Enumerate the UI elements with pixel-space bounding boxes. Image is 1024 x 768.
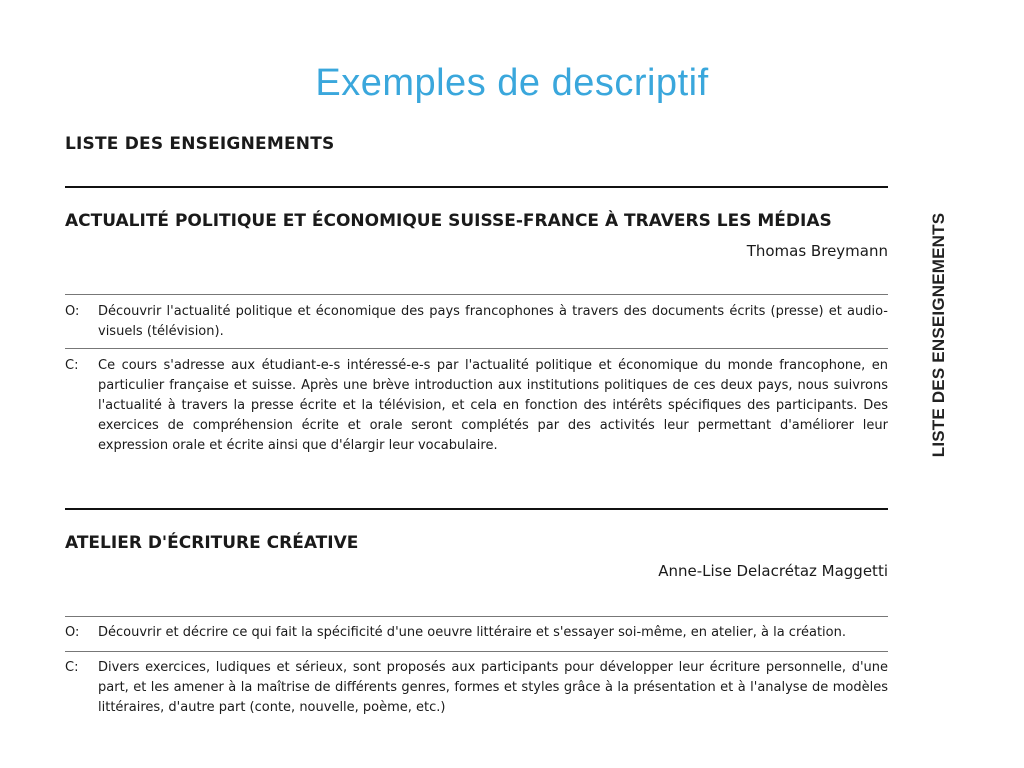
side-label — [925, 180, 953, 490]
objective-text: Découvrir et décrire ce qui fait la spécificité d'une oeuvre littéraire et s'essayer soi-même, en atelier, à la création. — [98, 625, 846, 640]
course-content — [65, 658, 888, 718]
course-teacher: Anne-Lise Delacrétaz Maggetti — [658, 562, 888, 580]
objective-text: Découvrir l'actualité politique et économique des pays francophones à travers des documents écrits (presse) et audio-visuels (télévision). — [98, 304, 888, 339]
course-divider — [65, 651, 888, 652]
course-entry — [65, 208, 888, 456]
side-label-text: LISTE DES ENSEIGNEMENTS — [929, 212, 948, 458]
course-content — [65, 356, 888, 456]
course-objective — [65, 302, 888, 342]
document-page — [65, 134, 888, 718]
course-entry — [65, 530, 888, 718]
content-key: C: — [65, 358, 79, 373]
objective-key: O: — [65, 304, 80, 319]
section-divider — [65, 508, 888, 510]
content-key: C: — [65, 660, 79, 675]
document-heading: LISTE DES ENSEIGNEMENTS — [65, 134, 335, 154]
course-objective — [65, 623, 888, 643]
course-title: ACTUALITÉ POLITIQUE ET ÉCONOMIQUE SUISSE-FRANCE À TRAVERS LES MÉDIAS — [65, 211, 832, 231]
content-text: Divers exercices, ludiques et sérieux, sont proposés aux participants pour développer leur écriture personnelle, d'une part, et les amener à la maîtrise de différents genres, formes et styles grâce à la présentation et à l'analyse de modèles littéraires, d'autre part (conte, nouvelle, poème, etc.) — [98, 660, 888, 715]
section-divider — [65, 186, 888, 188]
course-divider — [65, 294, 888, 295]
course-teacher: Thomas Breymann — [746, 242, 888, 260]
content-text: Ce cours s'adresse aux étudiant-e-s intéressé-e-s par l'actualité politique et économique du monde francophone, en particulier française et suisse. Après une brève introduction aux institutions politiques de ces deux pays, nous suivrons l'actualité à travers la presse écrite et la télévision, et cela en fonction des intérêts spécifiques des participants. Des exercices de compréhension écrite et orale seront complétés par des activités leur permettant d'améliorer leur expression orale et écrite ainsi que d'élargir leur vocabulaire. — [98, 358, 888, 453]
course-divider — [65, 348, 888, 349]
objective-key: O: — [65, 625, 80, 640]
course-title: ATELIER D'ÉCRITURE CRÉATIVE — [65, 533, 359, 553]
slide-title: Exemples de descriptif — [315, 62, 709, 104]
course-divider — [65, 616, 888, 617]
